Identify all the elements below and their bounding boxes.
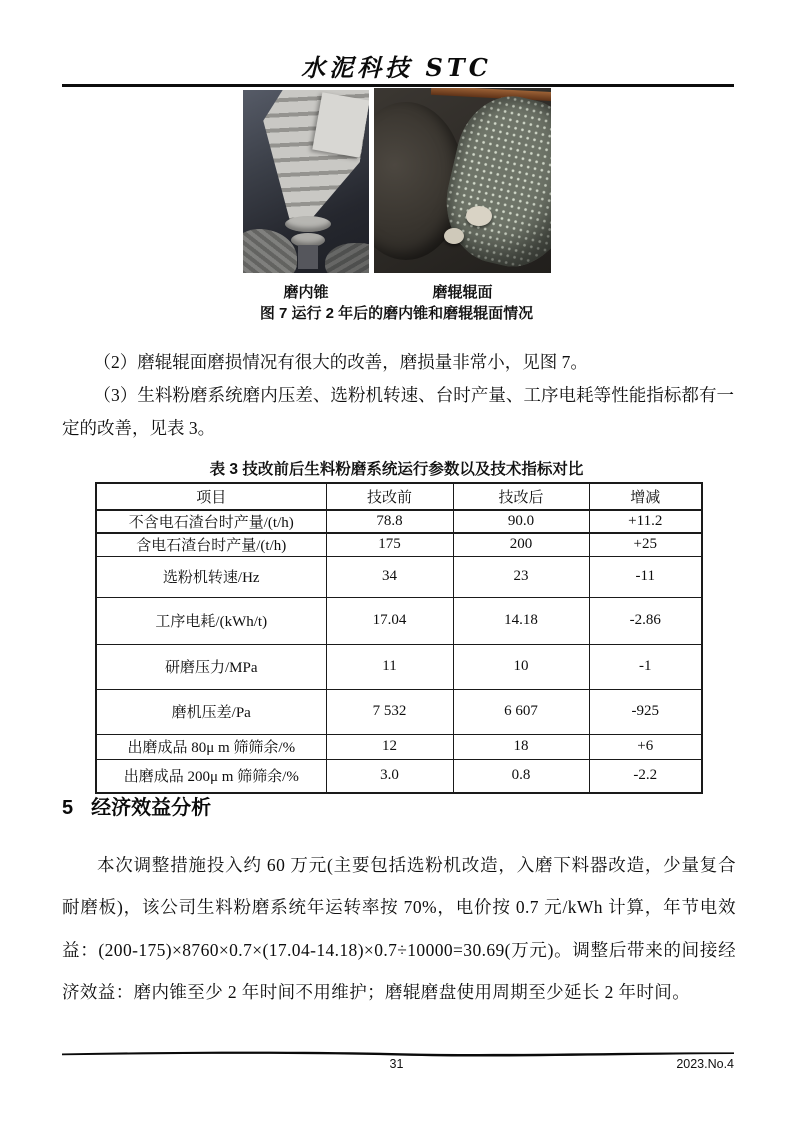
table3	[95, 482, 703, 794]
table-cell: 6 607	[453, 689, 589, 734]
table-cell: 12	[326, 734, 453, 759]
table-cell: -2.2	[589, 759, 702, 793]
table-cell: 14.18	[453, 597, 589, 644]
table-cell: 34	[326, 556, 453, 597]
table3-header-row	[96, 483, 702, 510]
table-cell: 23	[453, 556, 589, 597]
table-row	[96, 759, 702, 793]
section5-title: 经济效益分析	[91, 797, 212, 819]
table3-header-cell: 技改后	[453, 483, 589, 510]
figure7-label-left: 磨内锥	[283, 284, 329, 301]
journal-title: 水泥科技 STC	[301, 53, 492, 82]
table-cell: 78.8	[326, 510, 453, 533]
table-cell: 磨机压差/Pa	[96, 689, 326, 734]
table-cell: 出磨成品 80μ m 筛筛余/%	[96, 734, 326, 759]
table-cell: 175	[326, 533, 453, 556]
table-row	[96, 597, 702, 644]
table-cell: 0.8	[453, 759, 589, 793]
header-divider	[62, 84, 734, 87]
section5-body: 本次调整措施投入约 60 万元(主要包括选粉机改造，入磨下料器改造，少量复合耐磨板)，该公司生料粉磨系统年运转率按 70%，电价按 0.7 元/kWh 计算，年节电效益：(200-175)×8760×0.7×(17.04-14.18)×0.7÷10000=30.69(万元)。调整后带来的间接经济效益：磨内锥至少 2 年时间不用维护；磨辊磨盘使用周期至少延长 2 年时间。	[62, 854, 736, 1002]
inner-cone-tip	[298, 245, 318, 269]
table-cell: 含电石渣台时产量/(t/h)	[96, 533, 326, 556]
table-cell: +11.2	[589, 510, 702, 533]
table-cell: 选粉机转速/Hz	[96, 556, 326, 597]
table-row	[96, 533, 702, 556]
figure7-photo-mill-inner-cone	[243, 90, 369, 273]
rope-texture	[325, 243, 369, 273]
table3-title: 表 3 技改前后生料粉磨系统运行参数以及技术指标对比	[209, 461, 584, 478]
table-cell: 出磨成品 200μ m 筛筛余/%	[96, 759, 326, 793]
table-cell: 200	[453, 533, 589, 556]
footer-issue: 2023.No.4	[676, 1057, 734, 1071]
table-cell: +6	[589, 734, 702, 759]
table-cell: -11	[589, 556, 702, 597]
table-cell: 研磨压力/MPa	[96, 644, 326, 689]
table-cell: -925	[589, 689, 702, 734]
table-cell: -1	[589, 644, 702, 689]
table-cell: 18	[453, 734, 589, 759]
material-chunk	[444, 228, 464, 244]
table-cell: +25	[589, 533, 702, 556]
table-row	[96, 510, 702, 533]
table-cell: 7 532	[326, 689, 453, 734]
section5-number: 5	[62, 797, 74, 819]
paragraph-2: （2）磨辊辊面磨损情况有很大的改善，磨损量非常小，见图 7。	[93, 351, 588, 372]
footer-page-number: 31	[389, 1057, 404, 1071]
paragraph-3: （3）生料粉磨系统磨内压差、选粉机转速、台时产量、工序电耗等性能指标都有一定的改善，见表 3。	[62, 384, 734, 438]
table-row	[96, 689, 702, 734]
table3-header-cell: 技改前	[326, 483, 453, 510]
table-cell: 工序电耗/(kWh/t)	[96, 597, 326, 644]
table3-header-cell: 项目	[96, 483, 326, 510]
footer-divider	[62, 1046, 734, 1056]
studded-roller-surface	[434, 88, 551, 273]
table-cell: -2.86	[589, 597, 702, 644]
rope-texture	[243, 229, 297, 273]
table-cell: 11	[326, 644, 453, 689]
table-cell: 90.0	[453, 510, 589, 533]
inner-cone-panel	[312, 92, 369, 157]
figure7-label-right: 磨辊辊面	[432, 284, 493, 301]
table-row	[96, 556, 702, 597]
table3-header-cell: 增减	[589, 483, 702, 510]
table-cell: 3.0	[326, 759, 453, 793]
table-cell: 不含电石渣台时产量/(t/h)	[96, 510, 326, 533]
section5-heading	[62, 791, 734, 820]
material-chunk	[466, 206, 492, 226]
table-row	[96, 644, 702, 689]
table-cell: 17.04	[326, 597, 453, 644]
figure7-photo-roller-surface	[374, 88, 551, 273]
inner-cone-ring	[285, 216, 331, 232]
table-row	[96, 734, 702, 759]
figure7-caption: 图 7 运行 2 年后的磨内锥和磨辊辊面情况	[259, 305, 534, 322]
table-cell: 10	[453, 644, 589, 689]
